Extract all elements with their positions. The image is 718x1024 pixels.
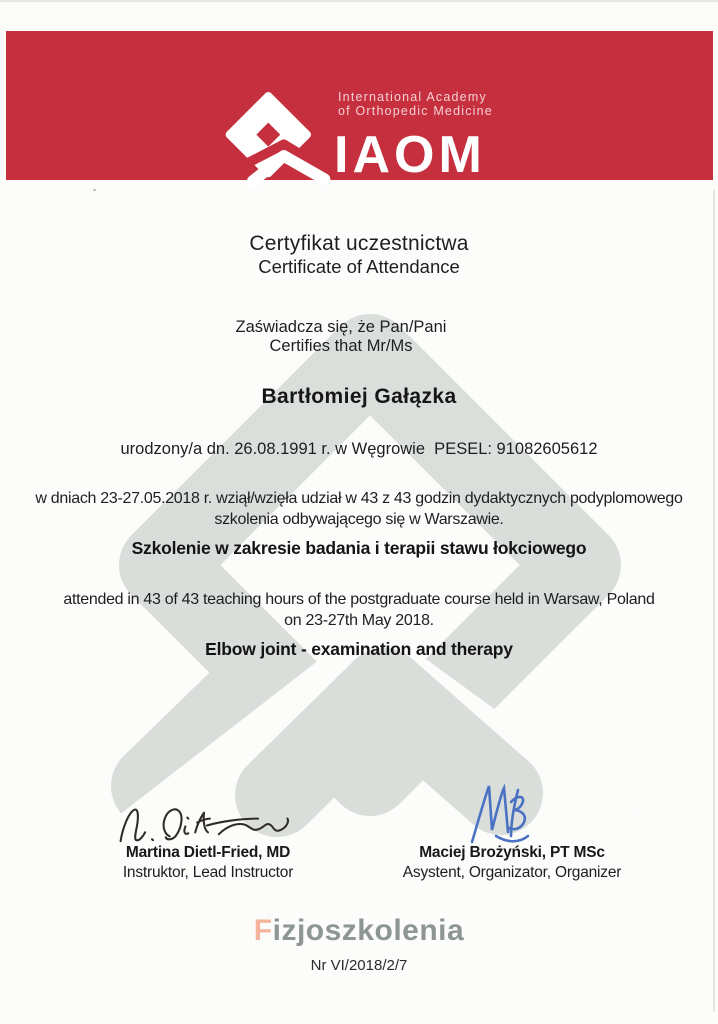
scan-edge-top: [0, 0, 718, 2]
header-banner: [6, 31, 713, 184]
signatory-name: Martina Dietl-Fried, MD: [125, 844, 291, 861]
course-details-pl-line1: w dniach 23-27.05.2018 r. wziął/wzięła udział w 43 z 43 godzin dydaktycznych podyplomowego: [35, 490, 683, 507]
org-name-line2: of Orthopedic Medicine: [338, 104, 493, 118]
course-details-pl-line2: szkolenia odbywającego się w Warszawie.: [214, 511, 504, 528]
intro-line-pl: Zaświadcza się, że Pan/Pani: [235, 318, 447, 336]
intro-line-en: Certifies that Mr/Ms: [269, 337, 413, 355]
signatory-name: Maciej Brożyński, PT MSc: [419, 844, 605, 861]
scan-speck: [93, 189, 96, 191]
brand-first-letter: F: [253, 914, 273, 947]
certificate-title-pl: Certyfikat uczestnictwa: [249, 232, 469, 255]
iaom-diamond-logo-icon: [221, 90, 335, 187]
course-details-en-line2: on 23-27th May 2018.: [284, 612, 434, 629]
fizjoszkolenia-logo: [0, 911, 718, 951]
signature-handwriting-right: [466, 777, 556, 851]
course-details-pl: [0, 488, 718, 530]
course-title-pl: Szkolenie w zakresie badania i terapii stawu łokciowego: [131, 538, 587, 558]
course-details-en-line1: attended in 43 of 43 teaching hours of the postgraduate course held in Warsaw, Poland: [63, 591, 655, 608]
signature-block-right: [347, 843, 677, 882]
org-acronym: IAOM: [334, 126, 486, 184]
signatory-role: Instruktor, Lead Instructor: [122, 864, 294, 881]
signature-block-left: [43, 843, 373, 882]
course-title-en: Elbow joint - examination and therapy: [205, 639, 513, 659]
signatory-role: Asystent, Organizator, Organizer: [402, 864, 622, 881]
certificate-title-en: Certificate of Attendance: [258, 256, 460, 277]
brand-rest: izjoszkolenia: [272, 914, 465, 947]
participant-name: Bartłomiej Gałązka: [261, 385, 457, 408]
org-name: [338, 90, 493, 118]
course-details-en: [0, 589, 718, 631]
certificate-number: Nr VI/2018/2/7: [310, 957, 408, 974]
participant-birth-line: urodzony/a dn. 26.08.1991 r. w Węgrowie PESEL: 91082605612: [120, 440, 598, 458]
org-name-line1: International Academy: [338, 90, 487, 104]
